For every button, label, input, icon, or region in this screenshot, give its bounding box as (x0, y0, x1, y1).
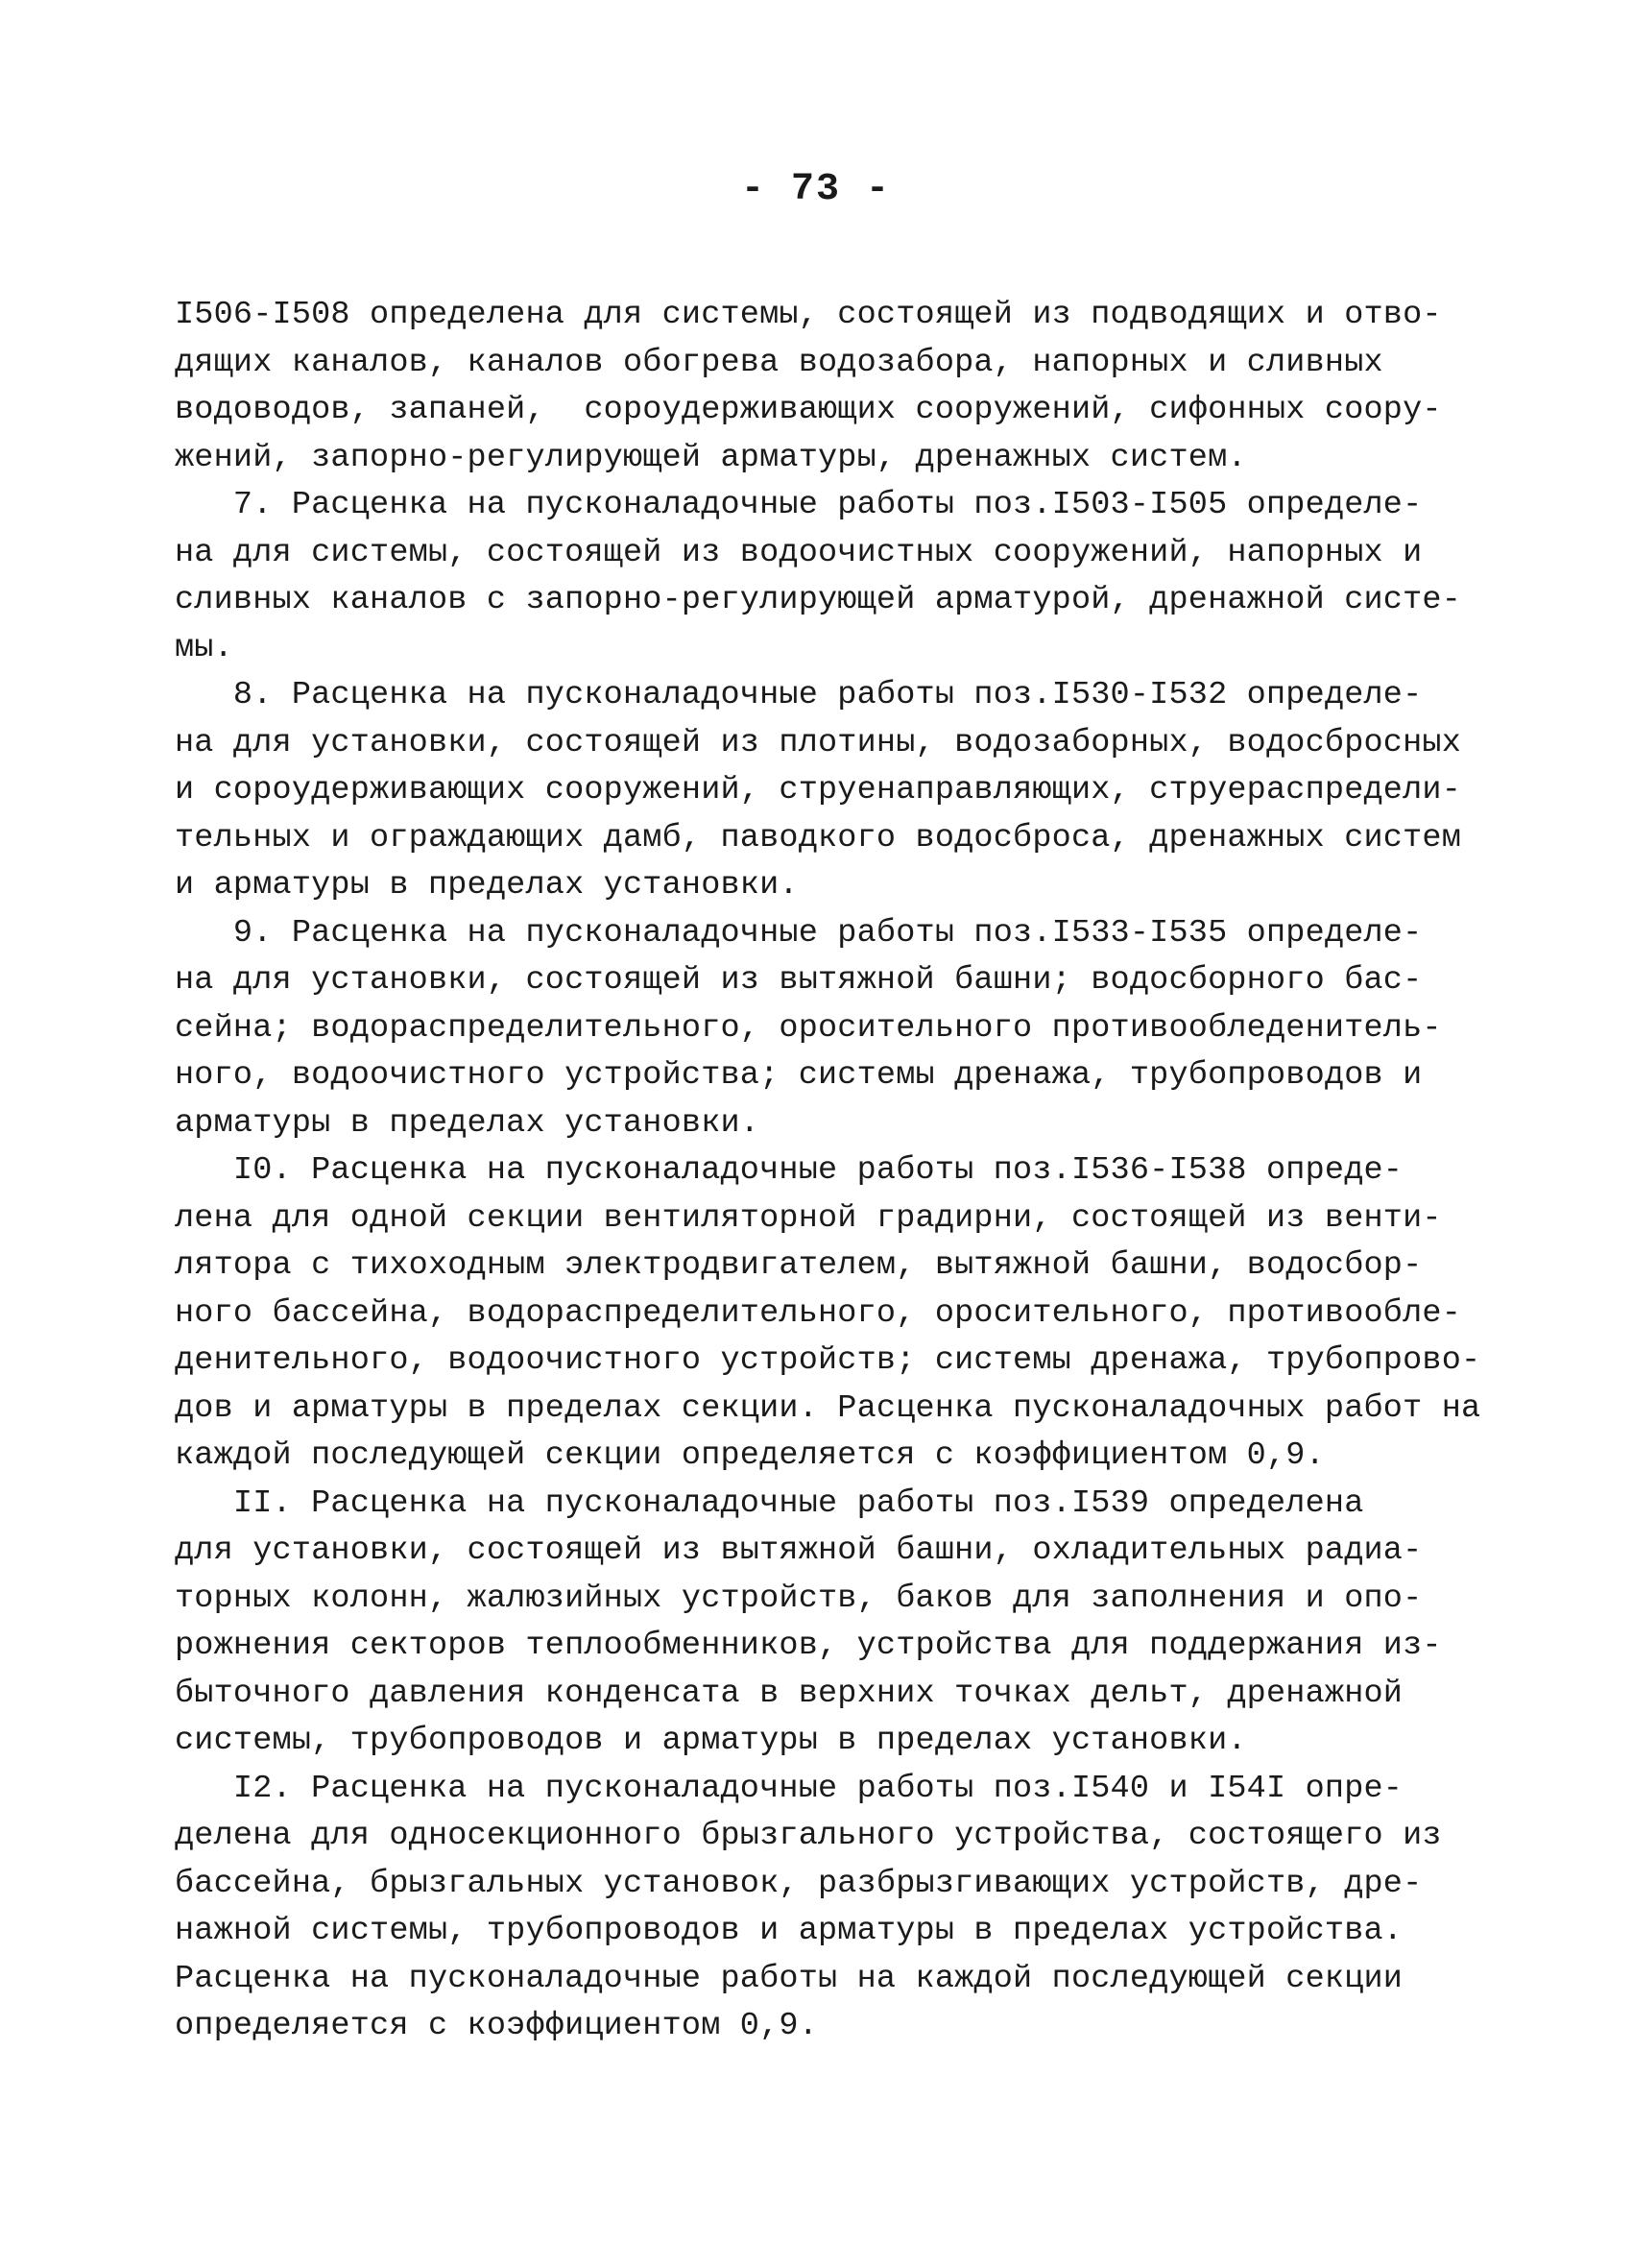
text-line: на для установки, состоящей из плотины, водозаборных, водосбросных (175, 724, 1462, 761)
text-line: 7. Расценка на пусконаладочные работы поз.I503-I505 определе- (175, 487, 1423, 523)
text-line: на для установки, состоящей из вытяжной башни; водосборного бас- (175, 962, 1423, 999)
text-line: бассейна, брызгальных установок, разбрызгивающих устройств, дре- (175, 1865, 1423, 1902)
text-line: тельных и ограждающих дамб, паводкого водосброса, дренажных систем (175, 819, 1462, 857)
text-line: I2. Расценка на пусконаладочные работы поз.I540 и I54I опре- (175, 1770, 1404, 1807)
text-line: дящих каналов, каналов обогрева водозабора, напорных и сливных (175, 344, 1383, 381)
text-line: торных колонн, жалюзийных устройств, баков для заполнения и опо- (175, 1580, 1423, 1617)
text-line: и арматуры в пределах установки. (175, 867, 799, 904)
text-line: лятора с тихоходным электродвигателем, вытяжной башни, водосбор- (175, 1247, 1423, 1284)
text-line: и сороудерживающих сооружений, струенаправляющих, струераспредели- (175, 772, 1462, 808)
text-line: ного, водоочистного устройства; системы дренажа, трубопроводов и (175, 1057, 1423, 1094)
text-line: I506-I508 определена для системы, состоящей из подводящих и отво- (175, 297, 1442, 333)
text-line: для установки, состоящей из вытяжной башни, охладительных радиа- (175, 1532, 1423, 1569)
text-line: дов и арматуры в пределах секции. Расценка пусконаладочных работ на (175, 1389, 1481, 1427)
text-line: нажной системы, трубопроводов и арматуры в пределах устройства. (175, 1913, 1404, 1949)
document-body (175, 292, 1500, 2051)
text-line: сейна; водораспределительного, оросительного противообледенитель- (175, 1009, 1442, 1047)
text-line: каждой последующей секции определяется с коэффициентом 0,9. (175, 1437, 1325, 1474)
text-line: лена для одной секции вентиляторной градирни, состоящей из венти- (175, 1199, 1442, 1237)
text-line: делена для односекционного брызгального устройства, состоящего из (175, 1818, 1442, 1854)
text-line: арматуры в пределах установки. (175, 1104, 760, 1142)
text-line: быточного давления конденсата в верхних точках дельт, дренажной (175, 1675, 1404, 1712)
page-number: - 73 - (740, 168, 892, 211)
text-line: денительного, водоочистного устройств; системы дренажа, трубопрово- (175, 1342, 1481, 1379)
text-line: сливных каналов с запорно-регулирующей арматурой, дренажной систе- (175, 582, 1462, 618)
text-line: ного бассейна, водораспределительного, оросительного, противообле- (175, 1294, 1462, 1332)
text-line: жений, запорно-регулирующей арматуры, дренажных систем. (175, 439, 1247, 476)
text-line: мы. (175, 629, 233, 666)
text-line: определяется с коэффициентом 0,9. (175, 2008, 819, 2044)
text-line: 8. Расценка на пусконаладочные работы поз.I530-I532 определе- (175, 677, 1423, 713)
text-line: I0. Расценка на пусконаладочные работы поз.I536-I538 опреде- (175, 1152, 1404, 1189)
text-line: II. Расценка на пусконаладочные работы поз.I539 определена (175, 1484, 1364, 1522)
text-line: Расценка на пусконаладочные работы на каждой последующей секции (175, 1960, 1404, 1997)
text-line: 9. Расценка на пусконаладочные работы поз.I533-I535 определе- (175, 914, 1423, 952)
text-line: системы, трубопроводов и арматуры в пределах установки. (175, 1723, 1247, 1759)
text-line: на для системы, состоящей из водоочистных сооружений, напорных и (175, 534, 1423, 571)
text-line: водоводов, запаней, сороудерживающих сооружений, сифонных соору- (175, 392, 1442, 428)
text-line: рожнения секторов теплообменников, устройства для поддержания из- (175, 1628, 1442, 1664)
